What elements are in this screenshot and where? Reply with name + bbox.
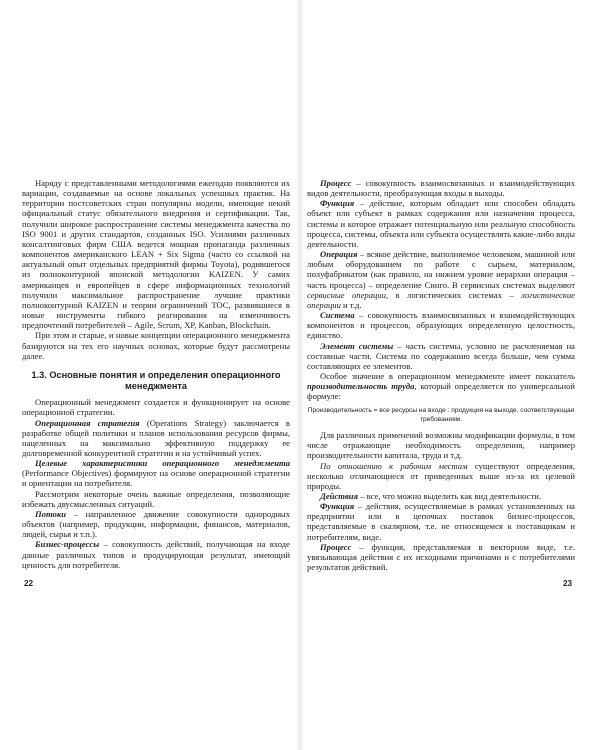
productivity-formula: Производительность = все ресурсы на входе : продукция на выходе, соответствующая требованиям.	[307, 407, 575, 424]
definition-text: – действие, которым обладает или способен обладать объект или субъект в рамках содержания или назначения процесса, системы и которое отражает потенциальную или реальную способность процесса, системы, объекта или субъекта осуществлять какие-либо виды деятельности.	[307, 198, 575, 249]
paragraph-text: Особое значение в операционном менеджменте имеет показатель	[320, 370, 575, 381]
definition-text: – часть системы, условно не расчленяемая на составные части. Система по содержанию всегда больше, чем сумма составляющих ее элементов.	[307, 340, 575, 371]
term-process: Процесс	[320, 178, 352, 188]
definition-text: и т.д.	[340, 299, 362, 310]
paragraph	[307, 310, 575, 340]
paragraph	[22, 418, 290, 459]
definition-text: – направленное движение совокупности однородных объектов (например, продукции, информации, финансов, материалов, людей, сырья и т.п.).	[22, 508, 290, 540]
paragraph: Рассмотрим некоторые очень важные определения, позволяющие избежать двусмысленных ситуаций.	[22, 488, 290, 509]
definition-text: – всякое действие, выполняемое человеком, машиной или любым оборудованием по работе с сырьем, материалом, полуфабрикатом (как правило, на нижнем уровне иерархии операция – часть процесса) – определение Синго. В сервисных системах выделяют	[307, 249, 575, 290]
left-page	[22, 178, 290, 570]
term-operations-strategy: Операционная стратегия	[35, 417, 140, 428]
italic-text: сервисные операции	[307, 289, 386, 300]
paragraph: Для различных применений возможны модификации формулы, в том числе отражающие необходимость определения, например производительности капитала, труда и т.д.	[307, 430, 575, 461]
paragraph	[307, 178, 575, 198]
book-fold	[296, 0, 304, 750]
definition-text: – совокупность взаимосвязанных и взаимодействующих видов деятельности, преобразующая входы в выходы.	[307, 178, 575, 199]
term-system-element: Элемент системы	[320, 340, 394, 351]
term-function: Функция	[320, 198, 355, 209]
paragraph	[22, 539, 290, 569]
paragraph-text: , который определяется по универсальной формуле:	[307, 381, 575, 402]
page-number-left: 22	[24, 579, 34, 588]
paragraph	[307, 542, 575, 572]
paragraph: Операционный менеджмент создается и функционирует на основе операционной стратегии.	[22, 397, 290, 418]
page-number-right: 23	[563, 579, 573, 588]
definition-text: (Performance Objectives) формируют на основе операционной стратегии и ориентации на потребителя.	[22, 468, 290, 489]
term-labor-productivity: производительность труда	[307, 381, 415, 392]
section-heading: 1.3. Основные понятия и определения операционного менеджмента	[31, 369, 281, 392]
paragraph	[307, 491, 575, 501]
term-operation: Операция	[320, 249, 358, 260]
term-business-processes: Бизнес-процессы	[35, 539, 100, 550]
paragraph	[307, 501, 575, 542]
term-process-workplace: Процесс	[320, 541, 352, 552]
term-actions: Действия	[320, 490, 359, 501]
right-page	[307, 178, 575, 572]
definition-text: – функция, представляемая в векторном виде, т.е. увязывающая действия с их исходными причинами и с потребителями результатов действий.	[307, 541, 575, 573]
term-performance-objectives: Целевые характеристики операционного менеджмента	[35, 458, 290, 469]
paragraph	[22, 509, 290, 539]
paragraph	[307, 249, 575, 310]
term-system: Система	[320, 310, 355, 321]
paragraph: При этом и старые, и новые концепции операционного менеджмента базируются на тех его научных основах, которые будут рассмотрены далее.	[22, 330, 290, 361]
definition-text: – действия, осуществляемые в рамках установленных на предприятии или в цепочках поставок бизнес-процессов, представляемые в скалярном, т.е. не относящемся к поставщикам и потребителям, виде.	[307, 501, 575, 542]
definition-text: (Operations Strategy) заключается в разработке общей политики и планов использования ресурсов фирмы, нацеленных на максимально эффективную поддержку ее долговременной конкурентной стратегии и на устойчивый успех.	[22, 417, 290, 458]
paragraph-text: существуют определения, несколько отличающиеся от приведенных выше из-за их целевой природы.	[307, 460, 576, 491]
definition-text: – совокупность действий, получающая на входе данные различных типов и продуцирующая результат, имеющий ценность для потребителя.	[22, 539, 290, 570]
definition-text: – все, что можно выделить как вид деятельности.	[358, 490, 541, 501]
paragraph: Наряду с представленными методологиями ежегодно появляются их вариации, создаваемые на основе локальных успешных практик. На территории постсоветских стран популярны модели, имеющие некий официальный статус обязательного внедрения и сертификации. Так, получили широкое распространение системы менеджмента качества по ISO 9001 и других стандартов, созданных ISO. Усилиями различных консалтинговых фирм США ведется мощная пропаганда различных компонентов американского LEAN + Six Sigma (часто со ссылкой на актуальный опыт отдельных предприятий фирмы Toyota), родившегося из полноконтурной японской методологии KAIZEN. У самих американцев и европейцев в сфере информационных технологий получили максимальное распространение лучшие практики полноконтурной KAIZEN и теории ограничений TOC, развившиеся в новые инструменты гибкого реагирования на изменчивость предпочтений потребителей – Agile, Scrum, XP, Kanban, Blockchain.	[22, 178, 290, 331]
paragraph	[307, 461, 575, 491]
definition-text: – совокупность взаимосвязанных и взаимодействующих компонентов и процессов, образующих определенную целостность, единство.	[307, 310, 575, 341]
definition-text: , в логистических системах –	[385, 289, 522, 300]
term-function-workplace: Функция	[320, 501, 355, 512]
italic-text: логистические операции	[307, 289, 575, 310]
paragraph	[307, 198, 575, 249]
term-flows: Потоки	[35, 508, 66, 519]
italic-text: По отношению к рабочим местам	[320, 460, 468, 471]
paragraph	[22, 458, 290, 488]
paragraph	[307, 371, 575, 401]
paragraph	[307, 341, 575, 371]
